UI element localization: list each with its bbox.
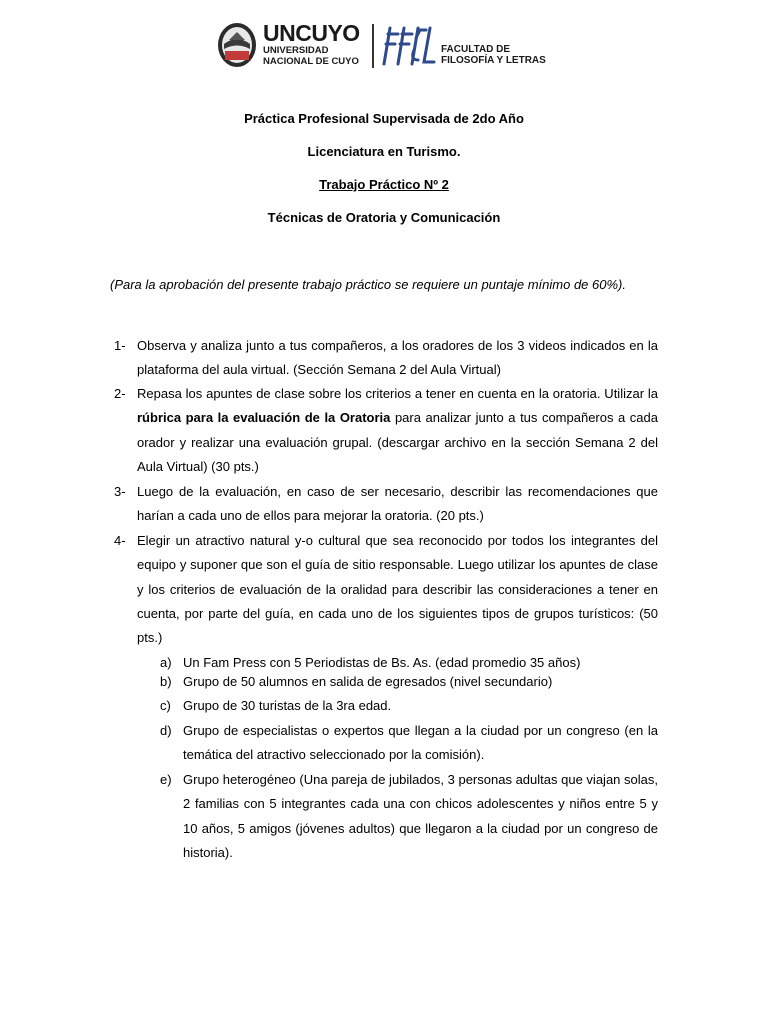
faculty-logo — [380, 24, 436, 66]
list-item-text-start: Repasa los apuntes de clase sobre los criterios a tener en cuenta en la oratoria. Utilizar la — [137, 386, 658, 401]
university-subtitle-1: UNIVERSIDAD — [263, 45, 329, 56]
list-item-text-end: para analizar junto a tus compañeros a cada orador y realizar una evaluación grupal. (descargar archivo en la sección Semana 2 del Aula Virtual) (30 pts.) — [137, 410, 658, 474]
title-assignment — [0, 177, 768, 210]
list-item-number: 1- — [114, 338, 126, 353]
title-degree: Licenciatura en Turismo. — [307, 144, 461, 159]
rubric-reference: rúbrica para la evaluación de la Oratoria — [137, 410, 391, 426]
faculty-name-line-1: FACULTAD DE — [441, 44, 511, 55]
document-header — [217, 20, 547, 72]
sub-list-item-text: Grupo de 30 turistas de la 3ra edad. — [183, 698, 392, 713]
logo-divider — [372, 24, 374, 68]
university-name: UNCUYO — [263, 20, 360, 46]
sub-list-item-letter: c) — [160, 698, 171, 713]
list-item-number: 4- — [114, 533, 126, 548]
list-item-text: Elegir un atractivo natural y-o cultural que sea reconocido por todos los integrantes del equipo y suponer que son el guía de sitio responsable. Luego utilizar los apuntes de clase y los criterios de evaluación de la oralidad para describir las consideraciones a tener en cuenta, por parte del guía, en cada uno de los siguientes tipos de grupos turísticos: (50 pts.) — [137, 533, 658, 646]
list-item-number: 3- — [114, 484, 126, 499]
sub-list-item-letter: b) — [160, 674, 172, 689]
sub-list-item-text: Grupo de 50 alumnos en salida de egresados (nivel secundario) — [183, 674, 553, 689]
list-item-text — [137, 382, 658, 479]
uncuyo-wordmark — [263, 22, 360, 67]
approval-note: (Para la aprobación del presente trabajo práctico se requiere un puntaje mínimo de 60%). — [110, 277, 626, 292]
sub-list-item-text: Grupo heterogéneo (Una pareja de jubilados, 3 personas adultas que viajan solas, 2 familias con 5 integrantes cada una con chicos adolescentes y niños entre 5 y 10 años, 5 amigos (jóvenes adultos) que llegaron a la ciudad por un congreso de historia). — [183, 772, 658, 860]
faculty-name — [441, 44, 546, 66]
document-titles — [0, 111, 768, 243]
list-item-text: Luego de la evaluación, en caso de ser necesario, describir las recomendaciones que harían a cada uno de ellos para mejorar la oratoria. (20 pts.) — [137, 484, 658, 524]
sub-list-item-letter: d) — [160, 723, 172, 738]
title-assignment-text: Trabajo Práctico Nº 2 — [319, 177, 449, 192]
title-practice: Práctica Profesional Supervisada de 2do Año — [244, 111, 524, 126]
sub-list-item-text: Un Fam Press con 5 Periodistas de Bs. As. (edad promedio 35 años) — [183, 655, 581, 670]
title-topic: Técnicas de Oratoria y Comunicación — [267, 210, 501, 225]
university-seal-logo — [217, 22, 257, 68]
university-subtitle-2: NACIONAL DE CUYO — [263, 55, 359, 67]
sub-list-item-letter: e) — [160, 772, 172, 787]
list-item-number: 2- — [114, 386, 126, 401]
faculty-name-line-2: FILOSOFÍA Y LETRAS — [441, 55, 546, 66]
list-item-text: Observa y analiza junto a tus compañeros, a los oradores de los 3 videos indicados en la plataforma del aula virtual. (Sección Semana 2 del Aula Virtual) — [137, 338, 658, 378]
sub-list-item-letter: a) — [160, 655, 172, 670]
sub-list-item-text: Grupo de especialistas o expertos que llegan a la ciudad por un congreso (en la temática del atractivo seleccionado por la comisión). — [183, 723, 658, 763]
